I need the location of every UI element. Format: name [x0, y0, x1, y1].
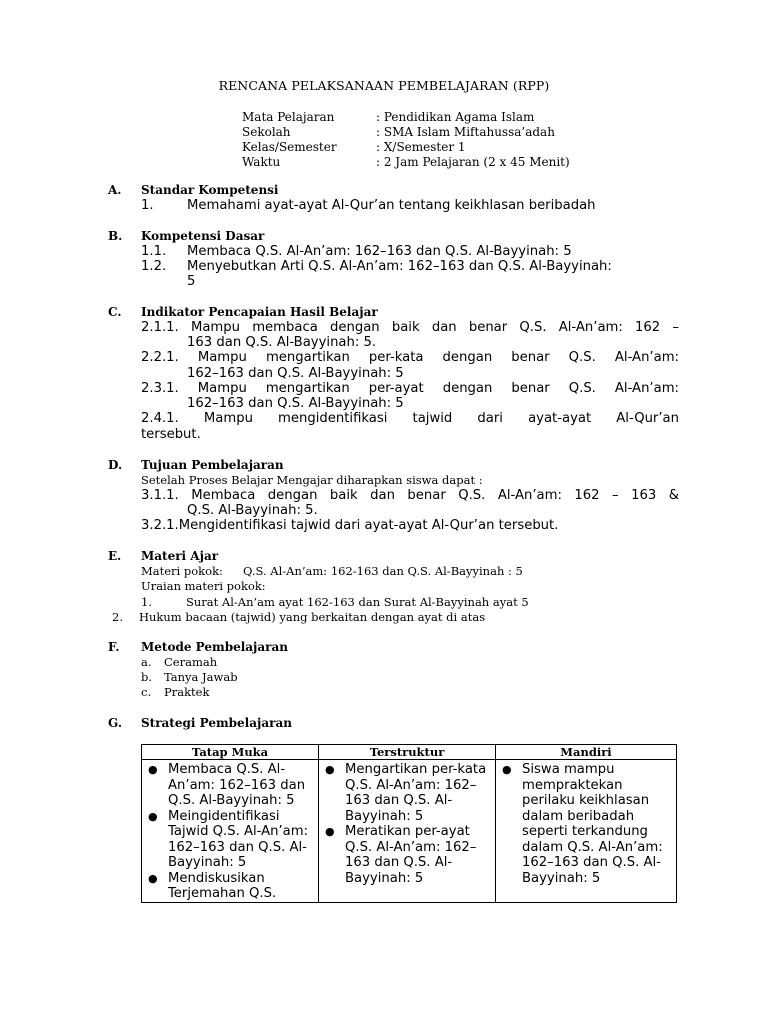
section-letter: B. — [108, 229, 123, 243]
strategy-table — [141, 744, 677, 903]
materi-pokok-value: Q.S. Al-An’am: 162-163 dan Q.S. Al-Bayyinah : 5 — [243, 564, 523, 578]
item-text: Mengidentifikasi tajwid dari ayat-ayat Al-Qur’an tersebut. — [178, 518, 559, 533]
section-letter: A. — [108, 183, 122, 197]
section-title: Strategi Pembelajaran — [141, 716, 292, 730]
info-key: Waktu — [242, 155, 281, 169]
item-number: 2.2.1. — [141, 350, 179, 365]
item-text: Mampu mengidentifikasi tajwid dari ayat-ayat Al-Qur’an — [203, 411, 679, 426]
section-heading-f — [108, 640, 288, 654]
item-number: b. — [141, 670, 153, 684]
item-number: 2.3.1. — [141, 381, 179, 396]
info-key: Sekolah — [242, 125, 291, 139]
section-letter: G. — [108, 716, 122, 730]
section-heading-d — [108, 458, 284, 472]
info-key: Mata Pelajaran — [242, 110, 335, 124]
list-item — [141, 685, 679, 700]
section-heading-c — [108, 305, 378, 319]
list-item — [141, 350, 679, 366]
section-heading-b — [108, 229, 264, 243]
item-text: Mengartikan per-kata Q.S. Al-An’am: 162–163 dan Q.S. Al-Bayyinah: 5 — [345, 762, 487, 824]
list-item — [141, 670, 679, 685]
list-item — [112, 610, 650, 625]
section-heading-a — [108, 183, 278, 197]
section-letter: F. — [108, 640, 120, 654]
info-row — [242, 155, 570, 170]
table-header-row — [142, 745, 677, 760]
item-number: a. — [141, 655, 152, 669]
bullet-icon: ● — [148, 809, 158, 823]
list-item — [141, 244, 679, 260]
section-letter: E. — [108, 549, 122, 563]
item-text: Hukum bacaan (tajwid) yang berkaitan dengan ayat di atas — [139, 610, 486, 624]
section-letter: D. — [108, 458, 123, 472]
section-letter: C. — [108, 305, 122, 319]
list-item — [146, 871, 316, 902]
item-number: 1.2. — [141, 259, 167, 274]
materi-pokok — [141, 564, 679, 579]
list-item — [141, 259, 679, 275]
item-text: Membaca Q.S. Al-An’am: 162–163 dan Q.S. Al-Bayyinah: 5 — [187, 244, 572, 259]
item-number: 1. — [141, 595, 152, 609]
info-row — [242, 125, 570, 140]
item-text: Surat Al-An’am ayat 162-163 dan Surat Al-Bayyinah ayat 5 — [186, 595, 529, 609]
item-text: Membaca dengan baik dan benar Q.S. Al-An’am: 162 – 163 & — [191, 488, 679, 503]
section-title: Metode Pembelajaran — [141, 640, 288, 654]
item-number: 1.1. — [141, 244, 167, 259]
item-number: 3.2.1. — [141, 518, 179, 533]
item-text: Memahami ayat-ayat Al-Qur’an tentang keikhlasan beribadah — [187, 198, 596, 213]
info-block — [242, 110, 570, 170]
item-text: Tanya Jawab — [164, 670, 238, 684]
section-title: Standar Kompetensi — [141, 183, 279, 197]
section-heading-e — [108, 549, 218, 563]
item-continuation: 163 dan Q.S. Al-Bayyinah: 5. — [187, 335, 377, 350]
list-item — [141, 320, 679, 336]
item-number: 3.1.1. — [141, 488, 179, 503]
item-continuation: 162–163 dan Q.S. Al-Bayyinah: 5 — [187, 366, 404, 381]
table-cell-terstruktur — [319, 760, 496, 903]
table-header: Tatap Muka — [142, 745, 319, 760]
section-title: Kompetensi Dasar — [141, 229, 265, 243]
section-intro: Setelah Proses Belajar Mengajar diharapkan siswa dapat : — [141, 473, 483, 487]
item-number: 2.1.1. — [141, 320, 179, 335]
list-item — [323, 824, 493, 886]
info-row — [242, 110, 570, 125]
bullet-icon: ● — [502, 763, 512, 776]
item-text: Ceramah — [164, 655, 218, 669]
list-item — [141, 488, 679, 504]
item-continuation: 5 — [187, 274, 196, 289]
list-item — [146, 762, 316, 809]
item-text: Membaca Q.S. Al-An’am: 162–163 dan Q.S. Al-Bayyinah: 5 — [168, 762, 306, 808]
list-item — [141, 518, 679, 534]
item-text: Praktek — [164, 685, 210, 699]
bullet-icon: ● — [325, 825, 335, 838]
table-row — [142, 760, 677, 903]
info-value: : X/Semester 1 — [376, 140, 466, 154]
item-text: Siswa mampu mempraktekan perilaku keikhlasan dalam beribadah seperti terkandung dalam Q.S. Al-An’am: 162–163 dan Q.S. Al-Bayyinah: 5 — [522, 762, 663, 886]
table-header: Terstruktur — [319, 745, 496, 760]
list-item — [500, 762, 674, 886]
item-text: Meingidentifikasi Tajwid Q.S. Al-An’am: 162–163 dan Q.S. Al-Bayyinah: 5 — [168, 808, 309, 870]
item-text: Mampu mengartikan per-kata dengan benar Q.S. Al-An’am: — [197, 350, 679, 365]
table-cell-tatap-muka — [142, 760, 319, 903]
item-text: Meratikan per-ayat Q.S. Al-An’am: 162–163 dan Q.S. Al-Bayyinah: 5 — [345, 824, 477, 886]
table-header: Mandiri — [496, 745, 677, 760]
list-item — [141, 381, 679, 397]
section-title: Materi Ajar — [141, 549, 219, 563]
info-key: Kelas/Semester — [242, 140, 337, 154]
item-continuation: tersebut. — [141, 427, 201, 442]
bullet-icon: ● — [148, 763, 158, 776]
list-item — [141, 595, 679, 610]
document-title: RENCANA PELAKSANAAN PEMBELAJARAN (RPP) — [218, 78, 550, 93]
item-number: 2. — [112, 610, 123, 624]
bullet-icon: ● — [325, 763, 335, 776]
bullet-icon: ● — [148, 871, 158, 885]
section-title: Tujuan Pembelajaran — [141, 458, 284, 472]
item-text: Mendiskusikan Terjemahan Q.S. — [168, 870, 277, 901]
item-number: 2.4.1. — [141, 411, 179, 426]
list-item — [141, 198, 679, 214]
list-item — [323, 762, 493, 824]
section-heading-g — [108, 716, 292, 730]
list-item — [146, 809, 316, 871]
item-text: Menyebutkan Arti Q.S. Al-An’am: 162–163 dan Q.S. Al-Bayyinah: — [187, 259, 612, 274]
item-text: Mampu mengartikan per-ayat dengan benar Q.S. Al-An’am: — [197, 381, 679, 396]
info-value: : Pendidikan Agama Islam — [376, 110, 535, 124]
list-item — [141, 411, 679, 427]
info-row — [242, 140, 570, 155]
table-cell-mandiri — [496, 760, 677, 903]
uraian-label: Uraian materi pokok: — [141, 579, 266, 593]
item-continuation: Q.S. Al-Bayyinah: 5. — [187, 503, 318, 518]
info-value: : SMA Islam Miftahussa’adah — [376, 125, 555, 139]
item-text: Mampu membaca dengan baik dan benar Q.S. Al-An’am: 162 – — [190, 320, 679, 335]
item-number: 1. — [141, 198, 154, 213]
list-item — [141, 655, 679, 670]
materi-pokok-label: Materi pokok: — [141, 564, 223, 578]
section-title: Indikator Pencapaian Hasil Belajar — [141, 305, 378, 319]
info-value: : 2 Jam Pelajaran (2 x 45 Menit) — [376, 155, 570, 169]
item-number: c. — [141, 685, 152, 699]
item-continuation: 162–163 dan Q.S. Al-Bayyinah: 5 — [187, 396, 404, 411]
